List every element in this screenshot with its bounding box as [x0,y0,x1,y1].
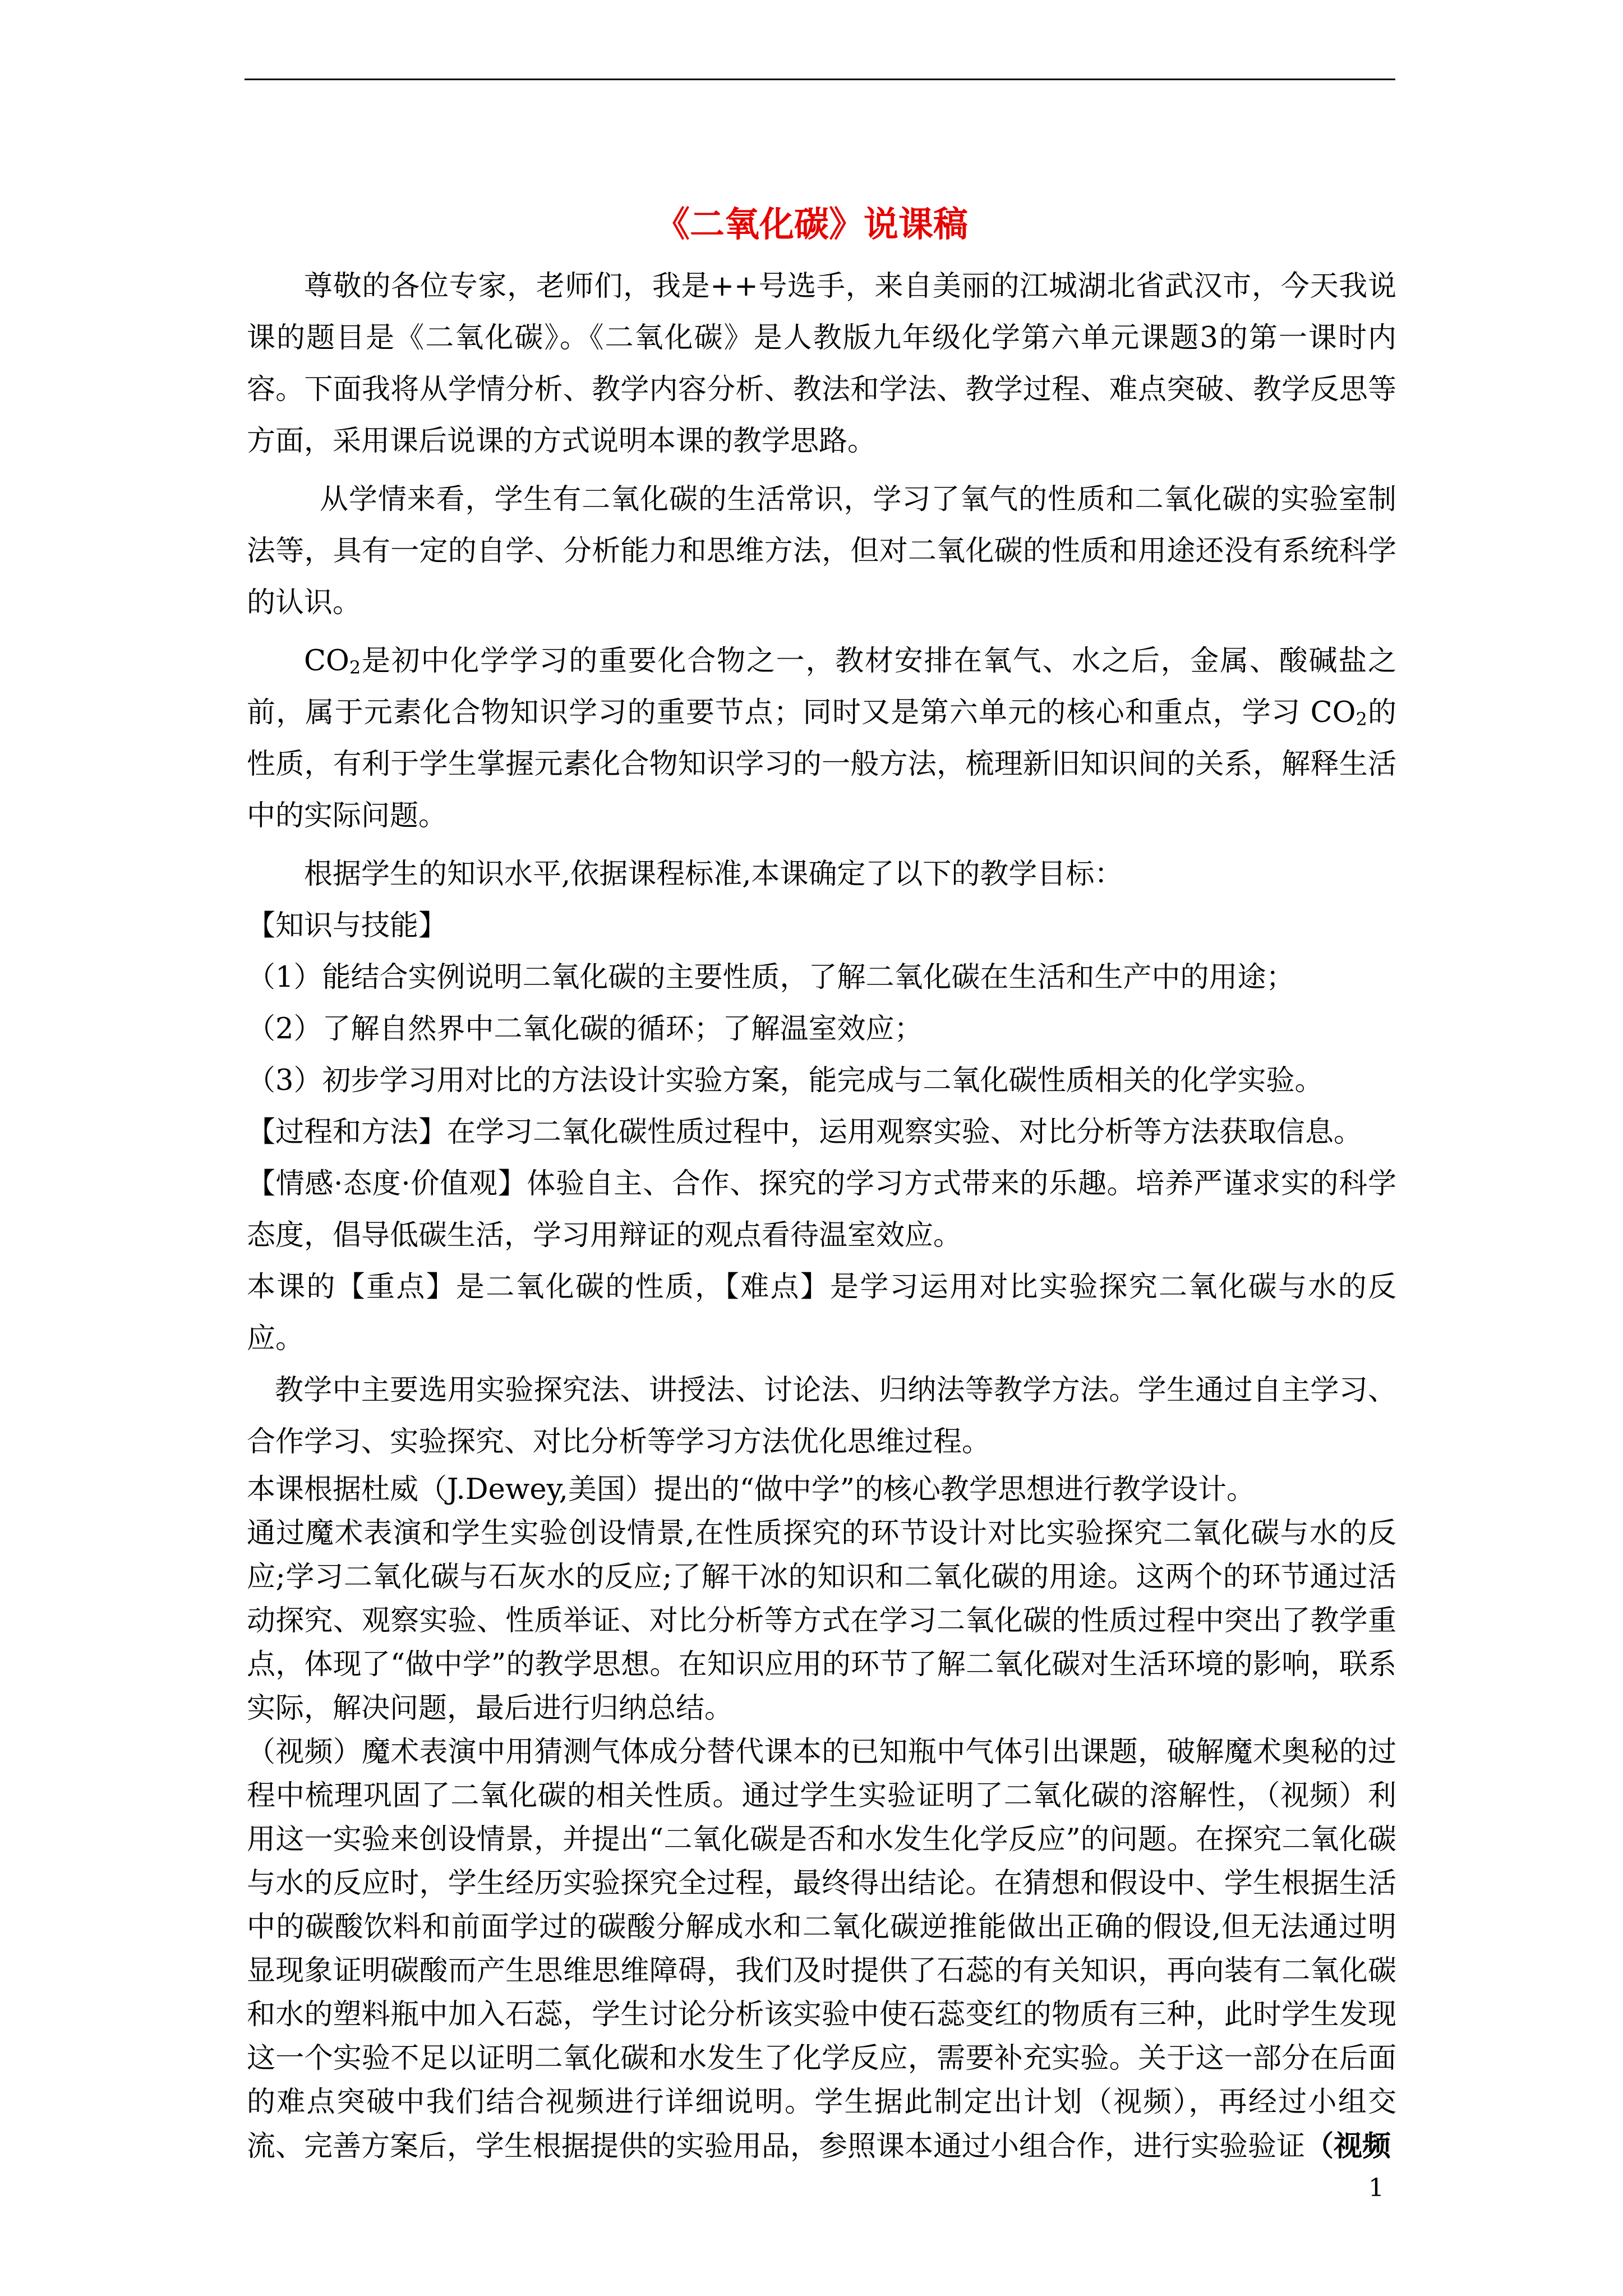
goal-item-2: （2）了解自然界中二氧化碳的循环；了解温室效应； [247,1013,923,1046]
goal-item-1: （1）能结合实例说明二氧化碳的主要性质，了解二氧化碳在生活和生产中的用途； [247,961,1295,994]
intro-paragraph: 尊敬的各位专家，老师们，我是++号选手，来自美丽的江城湖北省武汉市，今天我说课的题目是《二氧化碳》。《二氧化碳》是人教版九年级化学第六单元课题3的第一课时内容。下面我将从学情分析、教学内容分析、教法和学法、教学过程、难点突破、教学反思等方面，采用课后说课的方式说明本课的教学思路。 [247,270,1396,458]
methods-paragraph: 教学中主要选用实验探究法、讲授法、讨论法、归纳法等教学方法。学生通过自主学习、合作学习、实验探究、对比分析等学习方法优化思维过程。 [247,1374,1396,1458]
header-rule [245,79,1395,80]
document-body [247,261,1396,2169]
content-analysis-paragraph: $CO_2$是初中化学学习的重要化合物之一，教材安排在氧气、水之后，金属、酸碱盐之前，属于元素化合物知识学习的重要节点；同时又是第六单元的核心和重点，学习 $CO_2$的性质，有利于学生掌握元素化合物知识学习的一般方法，梳理新旧知识间的关系，解释生活中的实际问题。 [247,645,1396,832]
knowledge-skills-heading: 【知识与技能】 [247,909,448,942]
design-paragraph: 通过魔术表演和学生实验创设情景,在性质探究的环节设计对比实验探究二氧化碳与水的反应;学习二氧化碳与石灰水的反应;了解干冰的知识和二氧化碳的用途。这两个的环节通过活动探究、观察实验、性质举证、对比分析等方式在学习二氧化碳的性质过程中突出了教学重点，体现了“做中学”的教学思想。在知识应用的环节了解二氧化碳对生活环境的影响，联系实际，解决问题，最后进行归纳总结。 [247,1517,1396,1725]
design-principle: 本课根据杜威（J.Dewey,美国）提出的“做中学”的核心教学思想进行教学设计。 [247,1473,1256,1506]
goals-intro: 根据学生的知识水平,依据课程标准,本课确定了以下的教学目标： [304,858,1123,891]
goal-item-3: （3）初步学习用对比的方法设计实验方案，能完成与二氧化碳性质相关的化学实验。 [247,1064,1324,1097]
page-number: 1 [1368,2174,1384,2202]
focus-difficulty: 本课的【重点】是二氧化碳的性质，【难点】是学习运用对比实验探究二氧化碳与水的反应。 [247,1271,1396,1355]
page-title: 《二氧化碳》说课稿 [654,204,968,245]
process-method-goal: 【过程和方法】在学习二氧化碳性质过程中，运用观察实验、对比分析等方法获取信息。 [247,1116,1363,1149]
student-analysis-paragraph: 从学情来看，学生有二氧化碳的生活常识，学习了氧气的性质和二氧化碳的实验室制法等，具有一定的自学、分析能力和思维方法，但对二氧化碳的性质和用途还没有系统科学的认识。 [247,483,1396,619]
process-paragraph: （视频）魔术表演中用猜测气体成分替代课本的已知瓶中气体引出课题，破解魔术奥秘的过程中梳理巩固了二氧化碳的相关性质。通过学生实验证明了二氧化碳的溶解性，（视频）利用这一实验来创设情景，并提出“二氧化碳是否和水发生化学反应”的问题。在探究二氧化碳与水的反应时，学生经历实验探究全过程，最终得出结论。在猜想和假设中、学生根据生活中的碳酸饮料和前面学过的碳酸分解成水和二氧化碳逆推能做出正确的假设,但无法通过明显现象证明碳酸而产生思维思维障碍，我们及时提供了石蕊的有关知识，再向装有二氧化碳和水的塑料瓶中加入石蕊，学生讨论分析该实验中使石蕊变红的物质有三种，此时学生发现这一个实验不足以证明二氧化碳和水发生了化学反应，需要补充实验。关于这一部分在后面的难点突破中我们结合视频进行详细说明。学生据此制定出计划（视频），再经过小组交流、完善方案后，学生根据提供的实验用品，参照课本通过小组合作，进行实验验证（视频 [247,1736,1396,2163]
emotion-attitude-goal: 【情感·态度·价值观】体验自主、合作、探究的学习方式带来的乐趣。培养严谨求实的科学态度，倡导低碳生活，学习用辩证的观点看待温室效应。 [247,1167,1396,1252]
